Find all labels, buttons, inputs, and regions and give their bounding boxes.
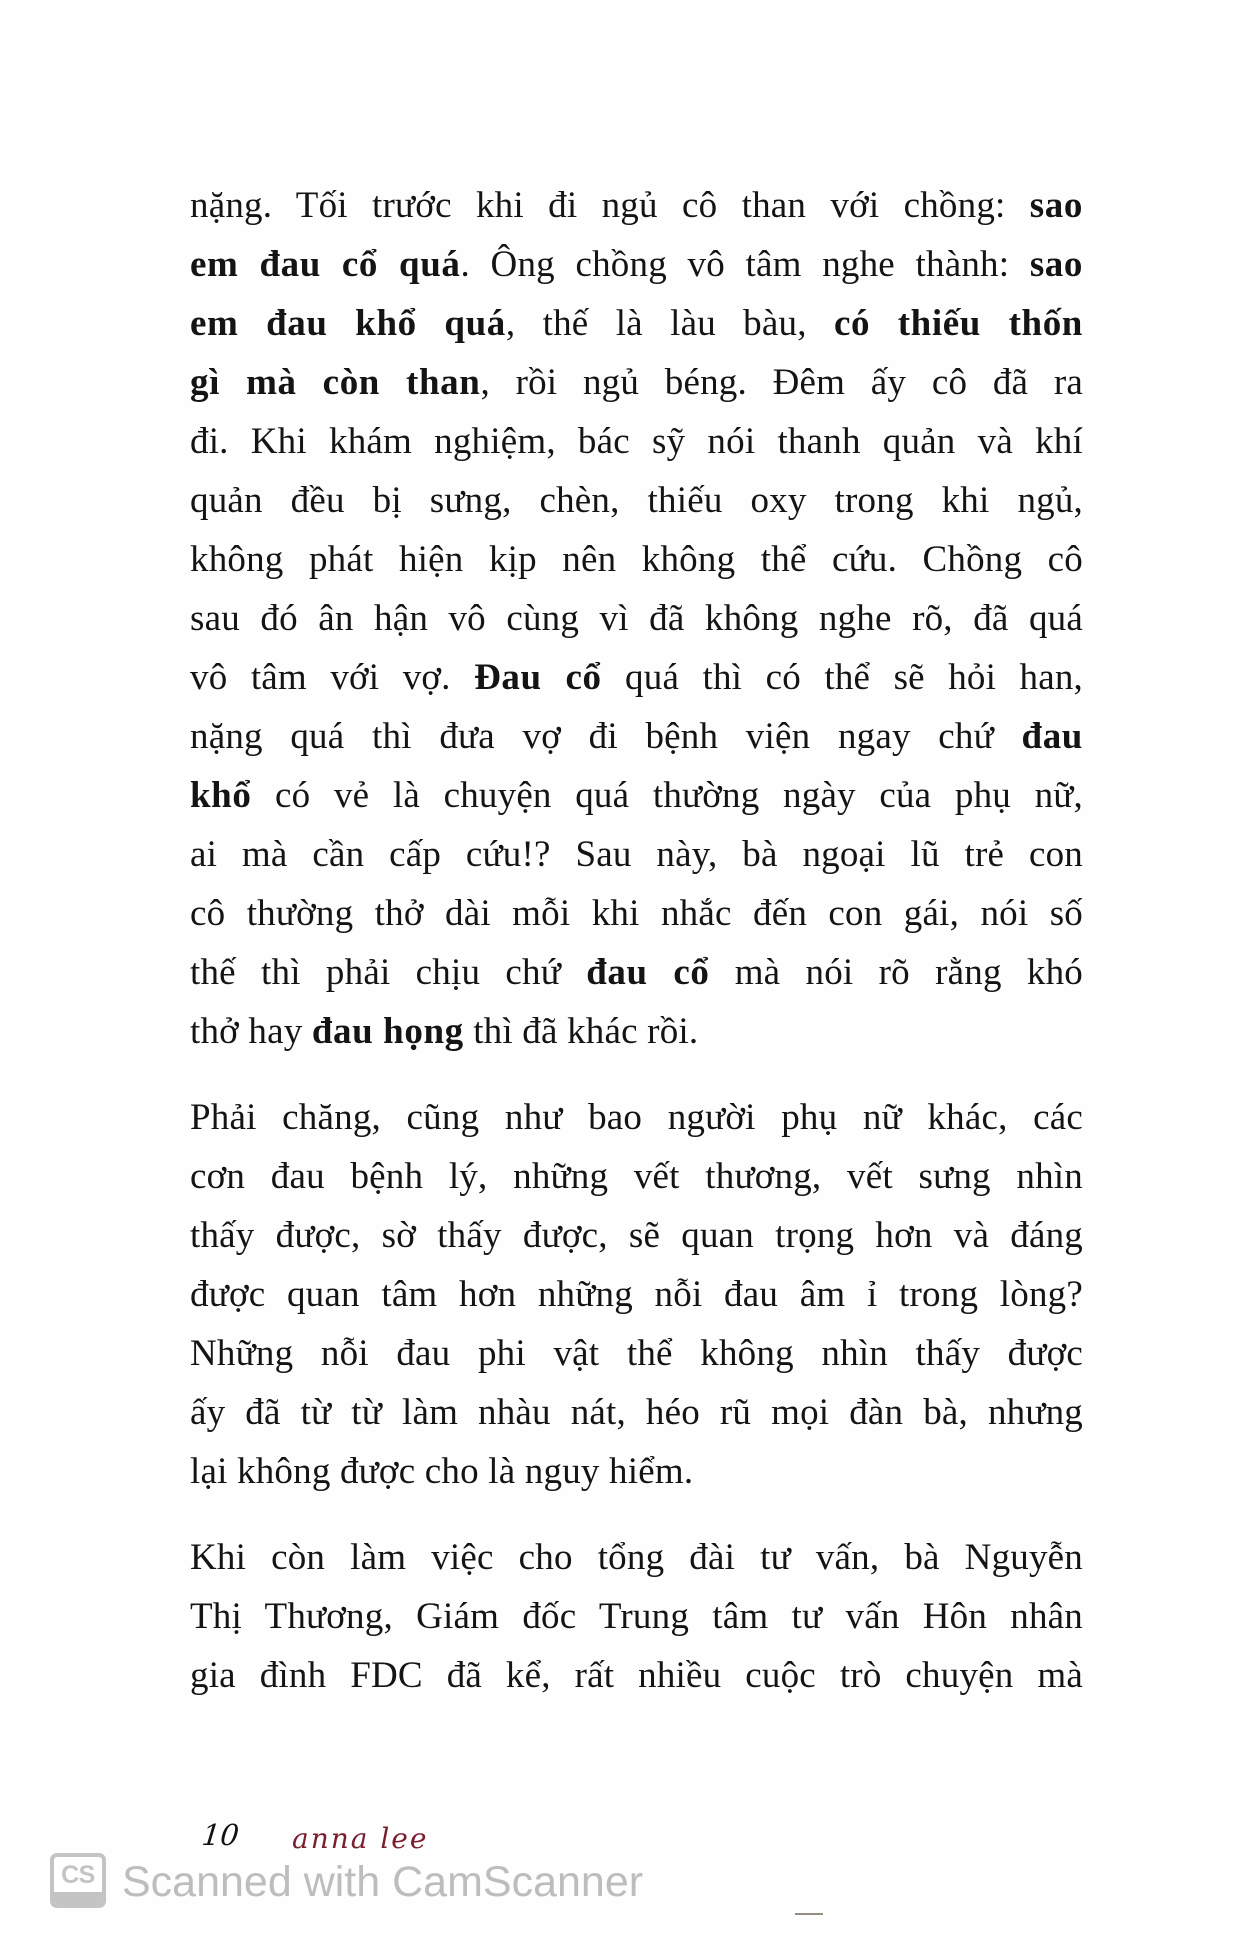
text-line xyxy=(190,707,1083,766)
body-text-run: gia đình FDC đã kể, rất nhiều cuộc trò chuyện mà xyxy=(190,1655,1083,1696)
body-text-run: quá thì có thể sẽ hỏi han, xyxy=(601,657,1083,698)
camscanner-watermark xyxy=(50,1852,643,1908)
text-line xyxy=(190,943,1083,1002)
bold-emphasis-text: khổ xyxy=(190,775,252,816)
bold-emphasis-text: sao xyxy=(1029,244,1084,285)
text-line xyxy=(190,471,1083,530)
body-text-run: thấy được, sờ thấy được, sẽ quan trọng hơn và đáng xyxy=(190,1215,1083,1256)
body-text-run: nặng quá thì đưa vợ đi bệnh viện ngay chứ xyxy=(190,716,1022,757)
scan-artifact-dash xyxy=(795,1913,823,1915)
body-text-run: quản đều bị sưng, chèn, thiếu oxy trong khi ngủ, xyxy=(190,480,1083,521)
body-text-run: đi. Khi khám nghiệm, bác sỹ nói thanh quản và khí xyxy=(190,421,1083,462)
body-text-run: nặng. Tối trước khi đi ngủ cô than với chồng: xyxy=(190,185,1030,226)
running-footer-author: anna lee xyxy=(292,1822,429,1855)
body-text-run: Phải chăng, cũng như bao người phụ nữ khác, các xyxy=(190,1097,1083,1138)
text-line xyxy=(190,412,1083,471)
text-line xyxy=(190,1442,1083,1501)
bold-emphasis-text: đau họng xyxy=(311,1011,464,1052)
body-text-run: Những nỗi đau phi vật thể không nhìn thấy được xyxy=(190,1333,1083,1374)
body-text-run: mà nói rõ rằng khó xyxy=(709,952,1083,993)
text-line xyxy=(190,1147,1083,1206)
text-line xyxy=(190,1324,1083,1383)
camscanner-logo-band xyxy=(54,1892,102,1904)
body-text-run: sau đó ân hận vô cùng vì đã không nghe rõ, đã quá xyxy=(190,598,1083,639)
body-text-run: có vẻ là chuyện quá thường ngày của phụ nữ, xyxy=(251,775,1083,816)
body-text xyxy=(190,176,1083,1705)
page-number: 10 xyxy=(200,1818,241,1852)
paragraph xyxy=(190,176,1083,1061)
text-line xyxy=(190,530,1083,589)
body-text-run: Thị Thương, Giám đốc Trung tâm tư vấn Hôn nhân xyxy=(190,1596,1083,1637)
text-line xyxy=(190,1002,1083,1061)
bold-emphasis-text: sao xyxy=(1029,185,1083,226)
body-text-run: , thế là làu bàu, xyxy=(505,303,834,344)
text-line xyxy=(190,1265,1083,1324)
watermark-text: Scanned with CamScanner xyxy=(122,1858,644,1906)
body-text-run: thế thì phải chịu chứ xyxy=(190,952,587,993)
body-text-run: . Ông chồng vô tâm nghe thành: xyxy=(460,244,1030,285)
camscanner-logo-icon xyxy=(50,1853,106,1908)
body-text-run: vô tâm với vợ. xyxy=(190,657,475,698)
bold-emphasis-text: em đau cổ quá xyxy=(190,244,461,285)
text-line xyxy=(190,294,1083,353)
bold-emphasis-text: có thiếu thốn xyxy=(833,303,1083,344)
body-text-run: không phát hiện kịp nên không thể cứu. Chồng cô xyxy=(190,539,1083,580)
body-text-run: , rồi ngủ béng. Đêm ấy cô đã ra xyxy=(480,362,1083,403)
text-line xyxy=(190,1383,1083,1442)
paragraph xyxy=(190,1528,1083,1705)
text-line xyxy=(190,1088,1083,1147)
bold-emphasis-text: đau xyxy=(1021,716,1083,757)
text-line xyxy=(190,1528,1083,1587)
text-line xyxy=(190,1646,1083,1705)
text-line xyxy=(190,1206,1083,1265)
bold-emphasis-text: Đau cổ xyxy=(474,657,602,698)
body-text-run: lại không được cho là nguy hiểm. xyxy=(190,1451,694,1492)
body-text-run: được quan tâm hơn những nỗi đau âm ỉ trong lòng? xyxy=(190,1274,1083,1315)
paragraph xyxy=(190,1088,1083,1501)
body-text-run: ấy đã từ từ làm nhàu nát, héo rũ mọi đàn bà, nhưng xyxy=(190,1392,1083,1433)
body-text-run: cô thường thở dài mỗi khi nhắc đến con gái, nói số xyxy=(190,893,1083,934)
text-line xyxy=(190,884,1083,943)
text-line xyxy=(190,825,1083,884)
body-text-run: thì đã khác rồi. xyxy=(463,1011,699,1052)
bold-emphasis-text: em đau khổ quá xyxy=(190,303,506,344)
text-line xyxy=(190,589,1083,648)
bold-emphasis-text: đau cổ xyxy=(586,952,710,993)
text-line xyxy=(190,648,1083,707)
body-text-run: cơn đau bệnh lý, những vết thương, vết sưng nhìn xyxy=(190,1156,1083,1197)
text-line xyxy=(190,1587,1083,1646)
text-line xyxy=(190,353,1083,412)
body-text-run: ai mà cần cấp cứu!? Sau này, bà ngoại lũ trẻ con xyxy=(190,834,1083,875)
body-text-run: thở hay xyxy=(190,1011,312,1052)
text-line xyxy=(190,235,1083,294)
camscanner-logo-letters: CS xyxy=(61,1860,95,1889)
bold-emphasis-text: gì mà còn than xyxy=(190,362,481,403)
body-text-run: Khi còn làm việc cho tổng đài tư vấn, bà Nguyễn xyxy=(190,1537,1083,1578)
text-line xyxy=(190,176,1083,235)
text-line xyxy=(190,766,1083,825)
